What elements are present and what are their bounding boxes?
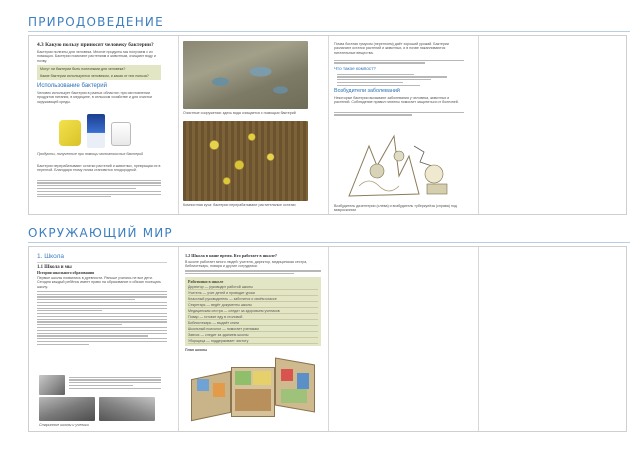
old-school-photo-3 <box>99 397 155 421</box>
products-caption: Продукты, полученные при помощи молочнокислых бактерий <box>37 152 144 156</box>
world-page-3[interactable] <box>329 247 479 431</box>
lesson-heading: 1.1 Школа и мы <box>37 265 72 270</box>
staff-table-title: Работники в школе <box>188 279 224 285</box>
lesson2-intro: В школе работает много людей: учителя, директор, медицинская сестра, библиотекарь, повара и другие сотрудники. <box>185 260 308 269</box>
staff-table-row: Секретарь — ведёт документы школы <box>188 302 318 308</box>
cheese-image <box>59 120 81 146</box>
nature-page-strip <box>28 35 627 215</box>
pathogen-text: Некоторые бактерии вызывают заболевания у человека, животных и растений. Соблюдение правил гигиены помогает защититься от болезней. <box>334 96 459 105</box>
highlight-box <box>37 65 161 80</box>
lesson-body-text: Первые школы появились в древности. Раньше учились не все дети. Сегодня каждый ребёнок имеет право на образование и обязан посещать школу. <box>37 276 162 289</box>
compost-subheading: Что такое компост? <box>334 66 376 71</box>
bacteria-illustration <box>339 126 459 202</box>
lesson-text-block <box>37 291 167 345</box>
use-heading: Использование бактерий <box>37 83 107 90</box>
staff-table-row: Завхоз — следит за зданием школы <box>188 332 318 338</box>
page3-intro-text: Почва богатая гумусом (перегноем) даёт хороший урожай. Бактерии разлагают остатки растений и животных, и в почве накапливаются питательные вещества. <box>334 42 449 55</box>
question-heading: 4.3 Какую пользу приносят человеку бактерии? <box>37 42 154 48</box>
page3-text-block <box>334 58 464 65</box>
use-text: Человек использует бактерии в разных областях: при изготовлении продуктов питания, в медицине, в сельском хозяйстве и для очистки окружающей среды. <box>37 91 152 104</box>
world-page-2[interactable] <box>179 247 329 431</box>
world-page-4[interactable] <box>479 247 628 431</box>
milk-carton-image <box>87 114 105 148</box>
old-school-caption: Старинные школы и ученики <box>39 423 89 427</box>
staff-table-row: Учитель — учит детей и проводит уроки <box>188 290 318 296</box>
highlight-question-1: Могут ли бактерии быть полезными для человека? <box>40 67 126 72</box>
school-plan-caption: План школы <box>185 348 208 353</box>
page1-text-block <box>37 178 161 199</box>
question-text: Бактерии полезны для человека. Многие продукты мы получаем с их помощью. Бактерии помогают растениям и животным, очищают воду и почву. <box>37 50 156 63</box>
staff-table-row: Уборщица — поддерживает чистоту <box>188 338 318 344</box>
lesson2-text-block <box>185 270 321 274</box>
lesson2-heading: 1.2 Школа в наше время. Кто работает в школе? <box>185 253 277 258</box>
nature-page-3[interactable] <box>329 36 479 214</box>
treatment-caption: Очистные сооружения: здесь вода очищается с помощью бактерий <box>183 111 296 115</box>
nature-page-2[interactable] <box>179 36 329 214</box>
chapter-title: 1. Школа <box>37 253 64 260</box>
treatment-plant-photo <box>183 41 308 109</box>
compost-caption: Компостная куча: бактерии перерабатывают растительные остатки <box>183 203 296 207</box>
staff-table <box>185 277 321 346</box>
world-page-1[interactable] <box>29 247 179 431</box>
nature-page-1[interactable] <box>29 36 179 214</box>
staff-table-row: Повар — готовит еду в столовой <box>188 314 318 320</box>
staff-table-row: Библиотекарь — выдаёт книги <box>188 320 318 326</box>
compost-photo <box>183 121 308 201</box>
staff-table-row: Школьный психолог — помогает ученикам <box>188 326 318 332</box>
page1-body-text: Бактерии перерабатывают остатки растений и животных, превращая их в перегной. Благодаря этому почва становится плодородной. <box>37 164 161 173</box>
staff-table-row: Медицинская сестра — следит за здоровьем учеников <box>188 308 318 314</box>
section-title-nature: ПРИРОДОВЕДЕНИЕ <box>28 15 164 29</box>
world-page-strip <box>28 246 627 432</box>
staff-table-row: Директор — руководит работой школы <box>188 284 318 290</box>
staff-table-rows <box>188 284 318 344</box>
photo-side-text <box>69 375 161 391</box>
staff-table-row: Классный руководитель — заботится о своём классе <box>188 296 318 302</box>
yogurt-cup-image <box>111 122 131 146</box>
old-school-photo-1 <box>39 375 65 395</box>
school-plan-image <box>191 361 315 423</box>
section-divider <box>28 242 630 243</box>
pathogen-heading: Возбудители заболеваний <box>334 88 400 94</box>
highlight-question-2: Какие бактерии используются человеком, и какая от них польза? <box>40 73 149 78</box>
old-school-photo-2 <box>39 397 95 421</box>
lesson-subhead: История школьного образования <box>37 271 95 275</box>
section-title-world: ОКРУЖАЮЩИЙ МИР <box>28 226 173 240</box>
pathogen-text-block <box>334 110 464 117</box>
microscope-caption: Возбудитель дизентерии (слева) и возбудитель туберкулёза (справа) под микроскопом <box>334 204 457 213</box>
nature-page-4[interactable] <box>479 36 628 214</box>
section-divider <box>28 31 630 32</box>
compost-bullet-list <box>337 72 447 88</box>
